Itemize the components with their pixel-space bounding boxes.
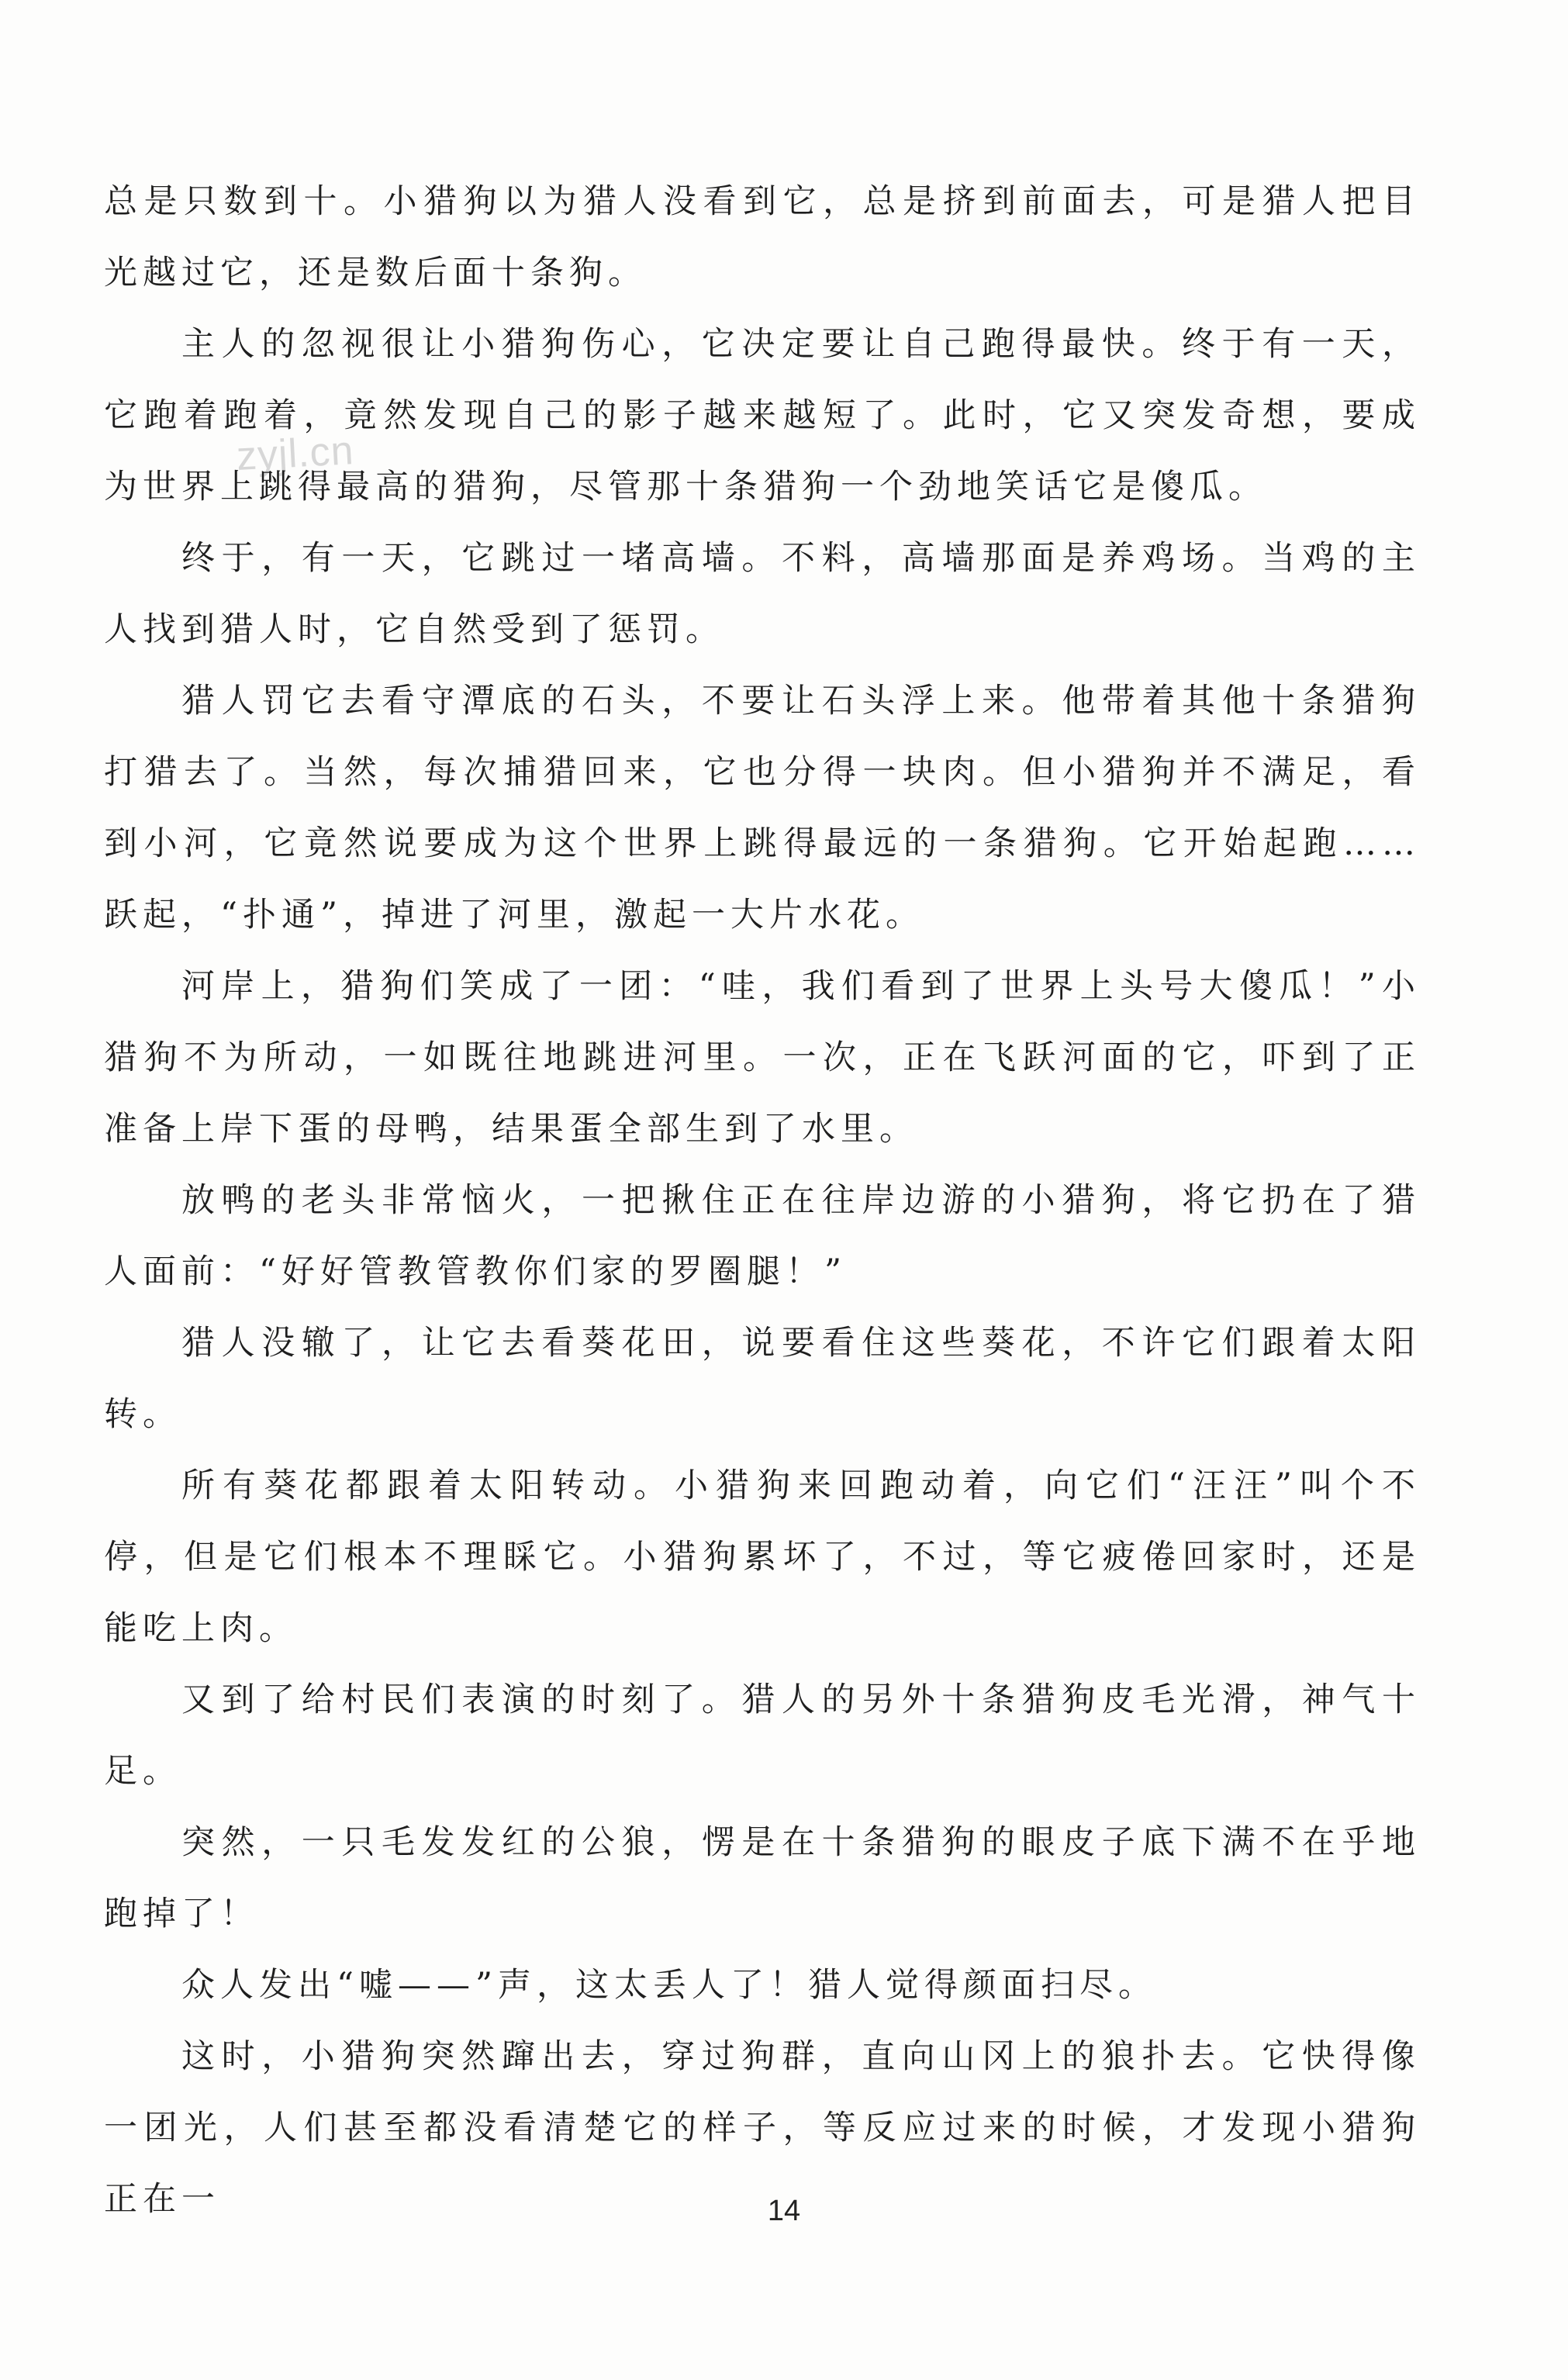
paragraph-continued: 总是只数到十。小猎狗以为猎人没看到它，总是挤到前面去，可是猎人把目光越过它，还是数后面十条狗。: [104, 182, 1421, 292]
body-text: [104, 166, 1421, 2235]
paragraph: 猎人没辙了，让它去看葵花田，说要看住这些葵花，不许它们跟着太阳转。: [104, 1324, 1421, 1434]
paragraph: 终于，有一天，它跳过一堵高墙。不料，高墙那面是养鸡场。当鸡的主人找到猎人时，它自然受到了惩罚。: [104, 539, 1421, 649]
paragraph: 主人的忽视很让小猎狗伤心，它决定要让自己跑得最快。终于有一天，它跑着跑着，竟然发现自己的影子越来越短了。此时，它又突发奇想，要成为世界上跳得最高的猎狗，尽管那十条猎狗一个劲地笑话它是傻瓜。: [104, 325, 1421, 506]
watermark: zyjl.cn: [235, 428, 355, 479]
paragraph: 猎人罚它去看守潭底的石头，不要让石头浮上来。他带着其他十条猎狗打猎去了。当然，每次捕猎回来，它也分得一块肉。但小猎狗并不满足，看到小河，它竟然说要成为这个世界上跳得最远的一条猎狗。它开始起跑……跃起，“扑通”，掉进了河里，激起一大片水花。: [104, 682, 1421, 934]
paragraph: 这时，小猎狗突然蹿出去，穿过狗群，直向山冈上的狼扑去。它快得像一团光，人们甚至都没看清楚它的样子，等反应过来的时候，才发现小猎狗正在一: [104, 2037, 1421, 2219]
paragraph: 突然，一只毛发发红的公狼，愣是在十条猎狗的眼皮子底下满不在乎地跑掉了！: [104, 1823, 1421, 1933]
paragraph: 放鸭的老头非常恼火，一把揪住正在往岸边游的小猎狗，将它扔在了猎人面前：“好好管教管教你们家的罗圈腿！”: [104, 1181, 1421, 1291]
paragraph: 所有葵花都跟着太阳转动。小猎狗来回跑动着，向它们“汪汪”叫个不停，但是它们根本不理睬它。小猎狗累坏了，不过，等它疲倦回家时，还是能吃上肉。: [104, 1466, 1421, 1648]
paragraph: 又到了给村民们表演的时刻了。猎人的另外十条猎狗皮毛光滑，神气十足。: [104, 1681, 1421, 1791]
page-number: 14: [767, 2195, 801, 2227]
paragraph: 众人发出“嘘——”声，这太丢人了！猎人觉得颜面扫尽。: [181, 1966, 1157, 2005]
paragraph: 河岸上，猎狗们笑成了一团：“哇，我们看到了世界上头号大傻瓜！”小猎狗不为所动，一如既往地跳进河里。一次，正在飞跃河面的它，吓到了正准备上岸下蛋的母鸭，结果蛋全部生到了水里。: [104, 967, 1421, 1149]
